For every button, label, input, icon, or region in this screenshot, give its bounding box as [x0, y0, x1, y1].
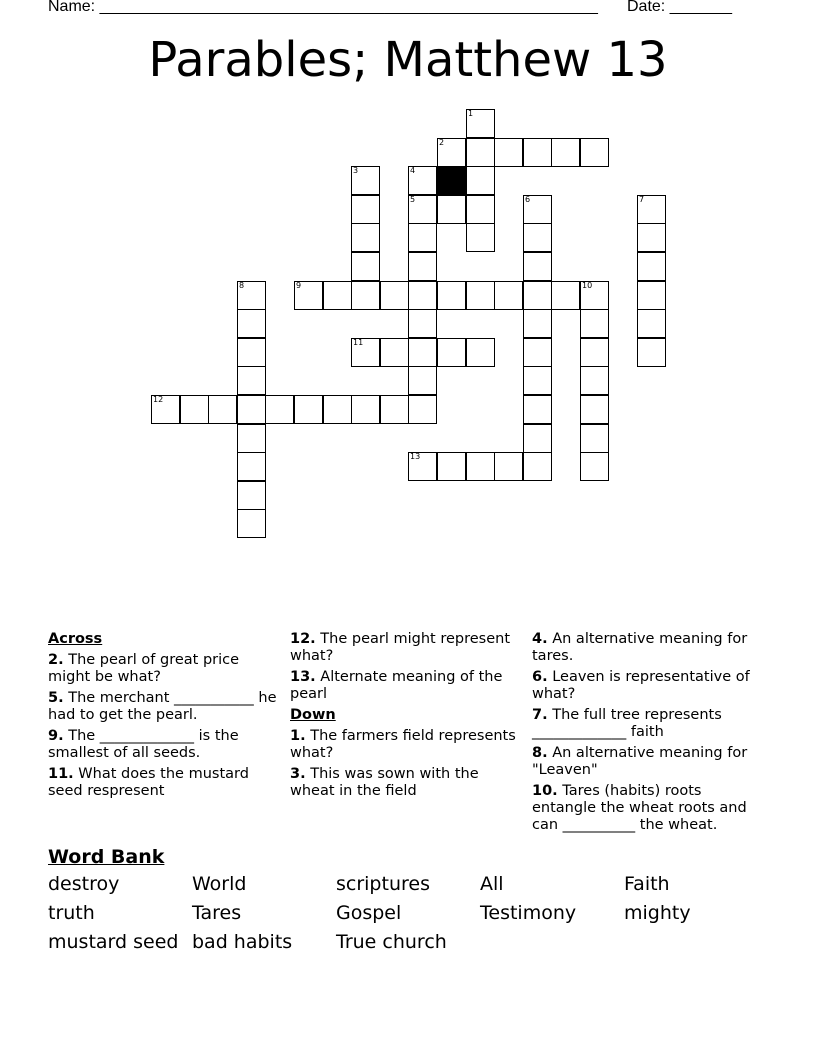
grid-cell[interactable] — [523, 138, 552, 167]
clue-number: 11 — [353, 338, 364, 347]
grid-cell[interactable] — [466, 195, 495, 224]
grid-cell[interactable] — [237, 481, 266, 510]
clue-number: 4 — [410, 166, 416, 175]
grid-cell[interactable] — [466, 338, 495, 367]
word-bank-item: truth — [48, 902, 95, 924]
grid-cell[interactable] — [237, 395, 266, 424]
grid-cell[interactable] — [380, 281, 409, 310]
clue-down-6: 6. Leaven is representative of what? — [532, 669, 750, 702]
word-bank-item: destroy — [48, 873, 120, 895]
word-bank-item: All — [480, 873, 504, 895]
grid-cell[interactable] — [237, 424, 266, 453]
grid-cell[interactable] — [580, 452, 609, 481]
grid-cell[interactable] — [523, 395, 552, 424]
clue-down-1: 1. The farmers field represents what? — [290, 728, 516, 761]
grid-cell[interactable] — [523, 424, 552, 453]
grid-cell[interactable] — [466, 166, 495, 195]
clue-number: 2 — [439, 138, 445, 147]
grid-cell[interactable] — [580, 366, 609, 395]
grid-cell[interactable] — [323, 281, 352, 310]
down-heading: Down — [290, 707, 336, 723]
grid-cell[interactable] — [151, 395, 180, 424]
grid-cell[interactable] — [408, 166, 437, 195]
grid-cell[interactable] — [437, 138, 466, 167]
grid-cell[interactable] — [408, 395, 437, 424]
clue-number: 13 — [410, 452, 421, 461]
grid-cell[interactable] — [408, 452, 437, 481]
grid-cell[interactable] — [237, 509, 266, 538]
grid-cell[interactable] — [637, 223, 666, 252]
word-bank-title: Word Bank — [48, 846, 165, 868]
grid-cell[interactable] — [580, 309, 609, 338]
clue-number: 5 — [410, 195, 416, 204]
clue-across-9: 9. The _____________ is the smallest of all seeds. — [48, 728, 239, 761]
grid-cell[interactable] — [494, 138, 523, 167]
grid-cell[interactable] — [523, 452, 552, 481]
grid-cell[interactable] — [637, 252, 666, 281]
clue-down-10: 10. Tares (habits) roots entangle the wheat roots and can __________ the wheat. — [532, 783, 747, 833]
clue-number: 8 — [239, 281, 245, 290]
grid-cell[interactable] — [580, 138, 609, 167]
grid-cell[interactable] — [294, 395, 323, 424]
grid-cell[interactable] — [580, 281, 609, 310]
word-bank-item: mustard seed — [48, 931, 179, 953]
clue-across-2: 2. The pearl of great price might be what? — [48, 652, 240, 685]
grid-cell[interactable] — [294, 281, 323, 310]
grid-cell[interactable] — [551, 281, 580, 310]
grid-cell[interactable] — [523, 309, 552, 338]
across-heading: Across — [48, 631, 103, 647]
word-bank-list — [48, 872, 768, 954]
clue-down-3: 3. This was sown with the wheat in the field — [290, 766, 479, 799]
grid-cell[interactable] — [408, 366, 437, 395]
grid-cell[interactable] — [523, 366, 552, 395]
grid-cell[interactable] — [265, 395, 294, 424]
grid-cell[interactable] — [408, 281, 437, 310]
grid-cell[interactable] — [637, 195, 666, 224]
word-bank-item: True church — [336, 931, 447, 953]
grid-cell[interactable] — [466, 281, 495, 310]
clue-number: 9 — [296, 281, 302, 290]
grid-cell[interactable] — [580, 338, 609, 367]
grid-cell[interactable] — [351, 338, 380, 367]
grid-cell[interactable] — [437, 338, 466, 367]
clue-number: 7 — [639, 195, 645, 204]
clues-column-2 — [290, 631, 520, 804]
clue-number: 6 — [525, 195, 531, 204]
grid-cell[interactable] — [637, 338, 666, 367]
grid-cell[interactable] — [523, 281, 552, 310]
grid-cell[interactable] — [351, 195, 380, 224]
grid-cell[interactable] — [237, 452, 266, 481]
grid-cell[interactable] — [466, 452, 495, 481]
grid-cell[interactable] — [466, 109, 495, 138]
word-bank-item: Testimony — [480, 902, 577, 924]
clue-number: 10 — [582, 281, 593, 290]
grid-cell[interactable] — [637, 309, 666, 338]
grid-cell[interactable] — [580, 395, 609, 424]
grid-cell[interactable] — [237, 366, 266, 395]
grid-cell[interactable] — [351, 395, 380, 424]
grid-cell[interactable] — [523, 195, 552, 224]
grid-cell[interactable] — [380, 338, 409, 367]
clue-down-8: 8. An alternative meaning for "Leaven" — [532, 745, 748, 778]
clue-number: 1 — [468, 109, 474, 118]
grid-cell[interactable] — [408, 223, 437, 252]
word-bank-item: bad habits — [192, 931, 293, 953]
clue-down-4: 4. An alternative meaning for tares. — [532, 631, 748, 664]
word-bank-item: Tares — [192, 902, 242, 924]
grid-cell[interactable] — [637, 281, 666, 310]
grid-cell[interactable] — [408, 195, 437, 224]
grid-cell[interactable] — [437, 281, 466, 310]
grid-cell[interactable] — [408, 309, 437, 338]
grid-cell[interactable] — [523, 252, 552, 281]
grid-cell[interactable] — [437, 452, 466, 481]
clue-across-13: 13. Alternate meaning of the pearl — [290, 669, 503, 702]
grid-cell[interactable] — [408, 252, 437, 281]
grid-cell[interactable] — [237, 309, 266, 338]
grid-cell[interactable] — [523, 338, 552, 367]
clue-across-12: 12. The pearl might represent what? — [290, 631, 511, 664]
name-field-label: Name: ________________________________________________________ — [48, 0, 598, 15]
grid-cell[interactable] — [437, 195, 466, 224]
clue-across-5: 5. The merchant ___________ he had to get the pearl. — [48, 690, 277, 723]
grid-cell[interactable] — [237, 338, 266, 367]
grid-cell[interactable] — [351, 223, 380, 252]
word-bank-item: mighty — [624, 902, 691, 924]
word-bank-item: Faith — [624, 873, 670, 895]
clue-down-7: 7. The full tree represents _____________ faith — [532, 707, 722, 740]
clue-number: 12 — [153, 395, 164, 404]
word-bank-item: scriptures — [336, 873, 430, 895]
clues-column-3 — [532, 631, 768, 838]
grid-cell[interactable] — [380, 395, 409, 424]
date-field-label: Date: _______ — [627, 0, 732, 15]
word-bank-item: Gospel — [336, 902, 402, 924]
grid-cell[interactable] — [494, 452, 523, 481]
grid-cell[interactable] — [323, 395, 352, 424]
word-bank-item: World — [192, 873, 247, 895]
grid-cell[interactable] — [494, 281, 523, 310]
grid-block-cell — [437, 166, 466, 195]
grid-cell[interactable] — [237, 281, 266, 310]
grid-cell[interactable] — [466, 138, 495, 167]
grid-cell[interactable] — [523, 223, 552, 252]
clues-column-1 — [48, 631, 278, 804]
page-title: Parables; Matthew 13 — [148, 32, 668, 88]
grid-cell[interactable] — [551, 138, 580, 167]
grid-cell[interactable] — [208, 395, 237, 424]
grid-cell[interactable] — [351, 166, 380, 195]
grid-cell[interactable] — [408, 338, 437, 367]
grid-cell[interactable] — [466, 223, 495, 252]
grid-cell[interactable] — [351, 281, 380, 310]
grid-cell[interactable] — [180, 395, 209, 424]
clue-across-11: 11. What does the mustard seed respresent — [48, 766, 249, 799]
grid-cell[interactable] — [351, 252, 380, 281]
clue-number: 3 — [353, 166, 359, 175]
grid-cell[interactable] — [580, 424, 609, 453]
